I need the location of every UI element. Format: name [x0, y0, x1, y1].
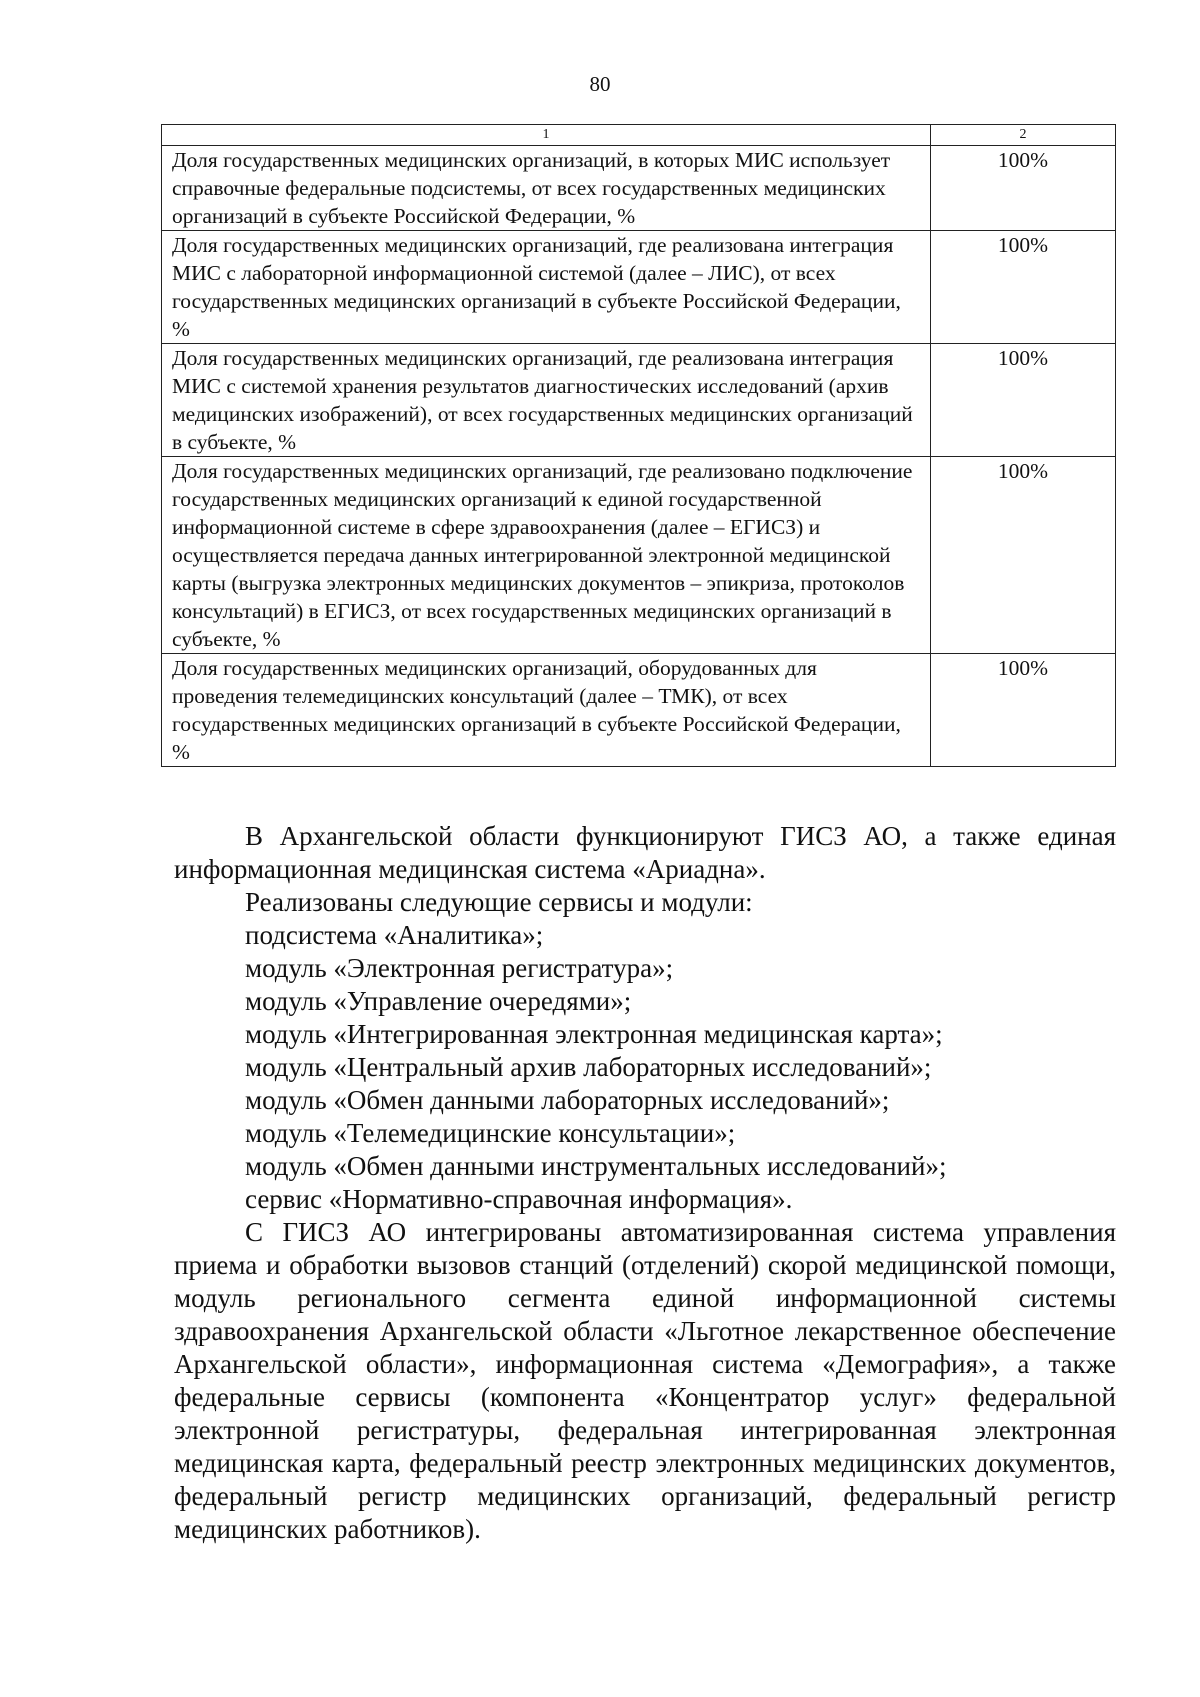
list-item: модуль «Центральный архив лабораторных исследований»; — [245, 1052, 932, 1082]
table-row — [162, 231, 1116, 344]
row-description: Доля государственных медицинских организаций, в которых МИС использует справочные федеральные подсистемы, от всех государственных медицинских организаций в субъекте Российской Федерации, % — [162, 146, 931, 231]
intro-paragraph: В Архангельской области функционируют ГИСЗ АО, а также единая информационная медицинская система «Ариадна». — [174, 821, 1116, 884]
list-item: подсистема «Аналитика»; — [245, 920, 544, 950]
table-row — [162, 654, 1116, 767]
table-row — [162, 146, 1116, 231]
row-value: 100% — [931, 344, 1116, 457]
column-header-1: 1 — [162, 125, 931, 146]
row-value: 100% — [931, 654, 1116, 767]
row-description: Доля государственных медицинских организаций, где реализовано подключение государственных медицинских организаций к единой государственной информационной системе в сфере здравоохранения (далее – ЕГИСЗ) и осуществляется передача данных интегрированной электронной медицинской карты (выгрузка электронных медицинских документов – эпикриза, протоколов консультаций) в ЕГИСЗ, от всех государственных медицинских организаций в субъекте, % — [162, 457, 931, 654]
list-item: модуль «Телемедицинские консультации»; — [245, 1118, 736, 1148]
table-header-row — [162, 125, 1116, 146]
row-value: 100% — [931, 457, 1116, 654]
list-item: модуль «Обмен данными инструментальных исследований»; — [245, 1151, 947, 1181]
row-description: Доля государственных медицинских организаций, где реализована интеграция МИС с лабораторной информационной системой (далее – ЛИС), от всех государственных медицинских организаций в субъекте Российской Федерации, % — [162, 231, 931, 344]
row-value: 100% — [931, 146, 1116, 231]
table-row — [162, 457, 1116, 654]
list-item: модуль «Обмен данными лабораторных исследований»; — [245, 1085, 890, 1115]
table-row — [162, 344, 1116, 457]
page-number: 80 — [589, 72, 611, 96]
row-value: 100% — [931, 231, 1116, 344]
list-item: модуль «Электронная регистратура»; — [245, 953, 674, 983]
indicators-table — [161, 124, 1116, 767]
list-item: сервис «Нормативно-справочная информация». — [245, 1184, 793, 1214]
services-heading: Реализованы следующие сервисы и модули: — [245, 887, 753, 917]
row-description: Доля государственных медицинских организаций, оборудованных для проведения телемедицинских консультаций (далее – ТМК), от всех государственных медицинских организаций в субъекте Российской Федерации, % — [162, 654, 931, 767]
list-item: модуль «Интегрированная электронная медицинская карта»; — [245, 1019, 943, 1049]
list-item: модуль «Управление очередями»; — [245, 986, 632, 1016]
body-text — [174, 820, 1116, 1546]
row-description: Доля государственных медицинских организаций, где реализована интеграция МИС с системой хранения результатов диагностических исследований (архив медицинских изображений), от всех государственных медицинских организаций в субъекте, % — [162, 344, 931, 457]
column-header-2: 2 — [931, 125, 1116, 146]
integration-paragraph: С ГИСЗ АО интегрированы автоматизированная система управления приема и обработки вызовов станций (отделений) скорой медицинской помощи, модуль регионального сегмента единой информационной системы здравоохранения Архангельской области «Льготное лекарственное обеспечение Архангельской области», информационная система «Демография», а также федеральные сервисы (компонента «Концентратор услуг» федеральной электронной регистратуры, федеральная интегрированная электронная медицинская карта, федеральный реестр электронных медицинских документов, федеральный регистр медицинских организаций, федеральный регистр медицинских работников). — [174, 1217, 1116, 1544]
